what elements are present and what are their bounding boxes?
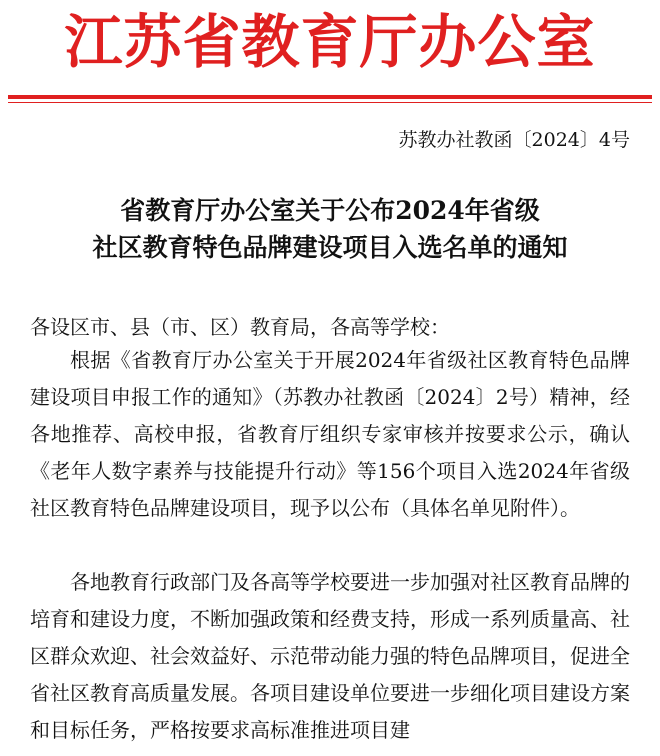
notice-title-line-2: 社区教育特色品牌建设项目入选名单的通知 bbox=[92, 233, 568, 262]
document-number: 苏教办社教函〔2024〕4号 bbox=[398, 129, 630, 151]
body-paragraph: 根据《省教育厅办公室关于开展2024年省级社区教育特色品牌建设项目申报工作的通知》（苏教办社教函〔2024〕2号）精神，经各地推荐、高校申报，省教育厅组织专家审核并按要求公示，确认《老年人数字素养与技能提升行动》等156个项目入选2024年省级社区教育特色品牌建设项目，现予以公布（具体名单见附件）。 bbox=[30, 348, 630, 520]
issuing-office-masthead: 江苏省教育厅办公室 bbox=[64, 8, 596, 76]
masthead-divider-thick bbox=[8, 95, 652, 99]
body-paragraph: 各地教育行政部门及各高等学校要进一步加强对社区教育品牌的培育和建设力度，不断加强政策和经费支持，形成一系列质量高、社区群众欢迎、社会效益好、示范带动能力强的特色品牌项目，促进全省社区教育高质量发展。各项目建设单位要进一步细化项目建设方案和目标任务，严格按要求高标准推进项目建 bbox=[30, 570, 630, 742]
salutation: 各设区市、县（市、区）教育局，各高等学校： bbox=[30, 315, 450, 339]
notice-title-line-1: 省教育厅办公室关于公布2024年省级 bbox=[120, 196, 540, 225]
masthead-divider-thin bbox=[8, 102, 652, 103]
